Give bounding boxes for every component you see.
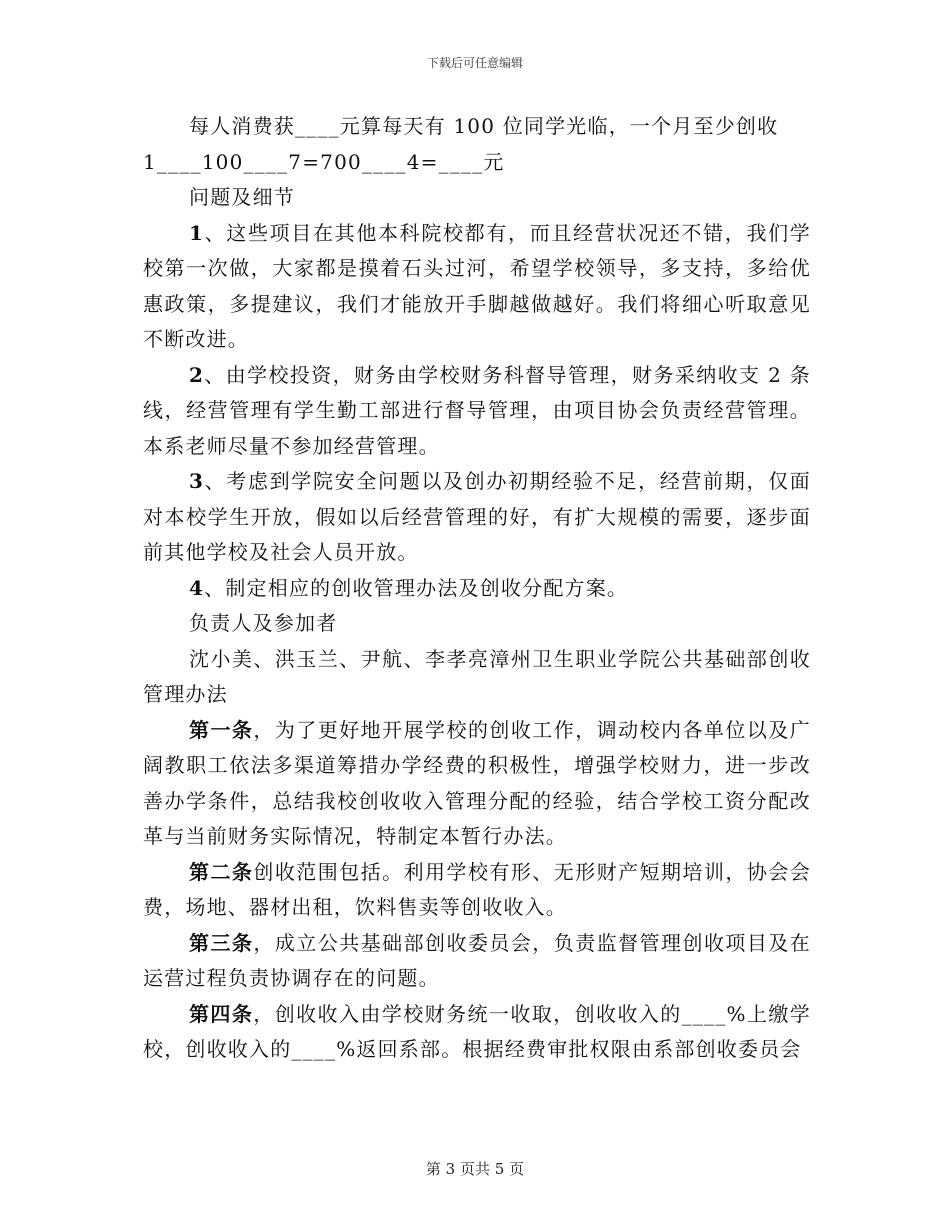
article-title: 第二条 [189,859,254,884]
article-title: 第三条 [189,930,254,955]
item-text: 、考虑到学院安全问题以及创办初期经验不足，经营前期，仅面对本校学生开放，假如以后经营管理的好，有扩大规模的需要，逐步面前其他学校及社会人员开放。 [143,469,811,564]
article-text: ，成立公共基础部创收委员会，负责监督管理创收项目及在运营过程负责协调存在的问题。 [143,930,811,990]
paragraph-line-1: 每人消费获____元算每天有 100 位同学光临，一个月至少创收 [189,114,779,138]
paragraph-item-1 [143,216,811,358]
article-3 [143,926,811,997]
article-text: ，为了更好地开展学校的创收工作，调动校内各单位以及广阔教职工依法多渠道筹措办学经费的积极性，增强学校财力，进一步改善办学条件，总结我校创收收入管理分配的经验，结合学校工资分配改革与当前财务实际情况，特制定本暂行办法。 [143,717,811,848]
paragraph-item-3 [143,464,811,571]
item-number: 3 [189,469,205,493]
section-heading-people: 负责人及参加者 [189,611,338,635]
item-number: 1 [189,220,205,245]
article-1 [143,713,811,855]
paragraph-item-4 [143,571,811,607]
article-2 [143,855,811,926]
paragraph-people: 沈小美、洪玉兰、尹航、李孝亮漳州卫生职业学院公共基础部创收管理办法 [143,646,811,706]
page-footer: 第 3 页共 5 页 [425,1160,525,1178]
page-header: 下载后可任意编辑 [426,56,523,70]
article-4 [143,997,811,1068]
item-number: 2 [189,362,205,387]
article-title: 第一条 [189,717,254,742]
item-text: 、这些项目在其他本科院校都有，而且经营状况还不错，我们学校第一次做，大家都是摸着石头过河，希望学校领导，多支持，多给优惠政策，多提建议，我们才能放开手脚越做越好。我们将细心听取意见不断改进。 [143,220,811,351]
paragraph-item-2 [143,358,811,465]
article-text: 创收范围包括。利用学校有形、无形财产短期培训，协会会费，场地、器材出租，饮料售卖等创收收入。 [143,859,811,919]
section-heading-issues: 问题及细节 [189,185,295,209]
paragraph-line-2: 1____100____7=700____4=____元 [143,149,505,174]
article-text: ，创收收入由学校财务统一收取，创收收入的____%上缴学校，创收收入的____%返回系部。根据经费审批权限由系部创收委员会 [143,1001,811,1061]
article-title: 第四条 [189,1001,254,1026]
item-text: 、由学校投资，财务由学校财务科督导管理，财务采纳收支 2 条线，经营管理有学生勤工部进行督导管理，由项目协会负责经营管理。本系老师尽量不参加经营管理。 [143,362,811,458]
item-text: 、制定相应的创收管理办法及创收分配方案。 [204,575,629,600]
item-number: 4 [189,575,205,600]
document-body [143,109,811,1068]
